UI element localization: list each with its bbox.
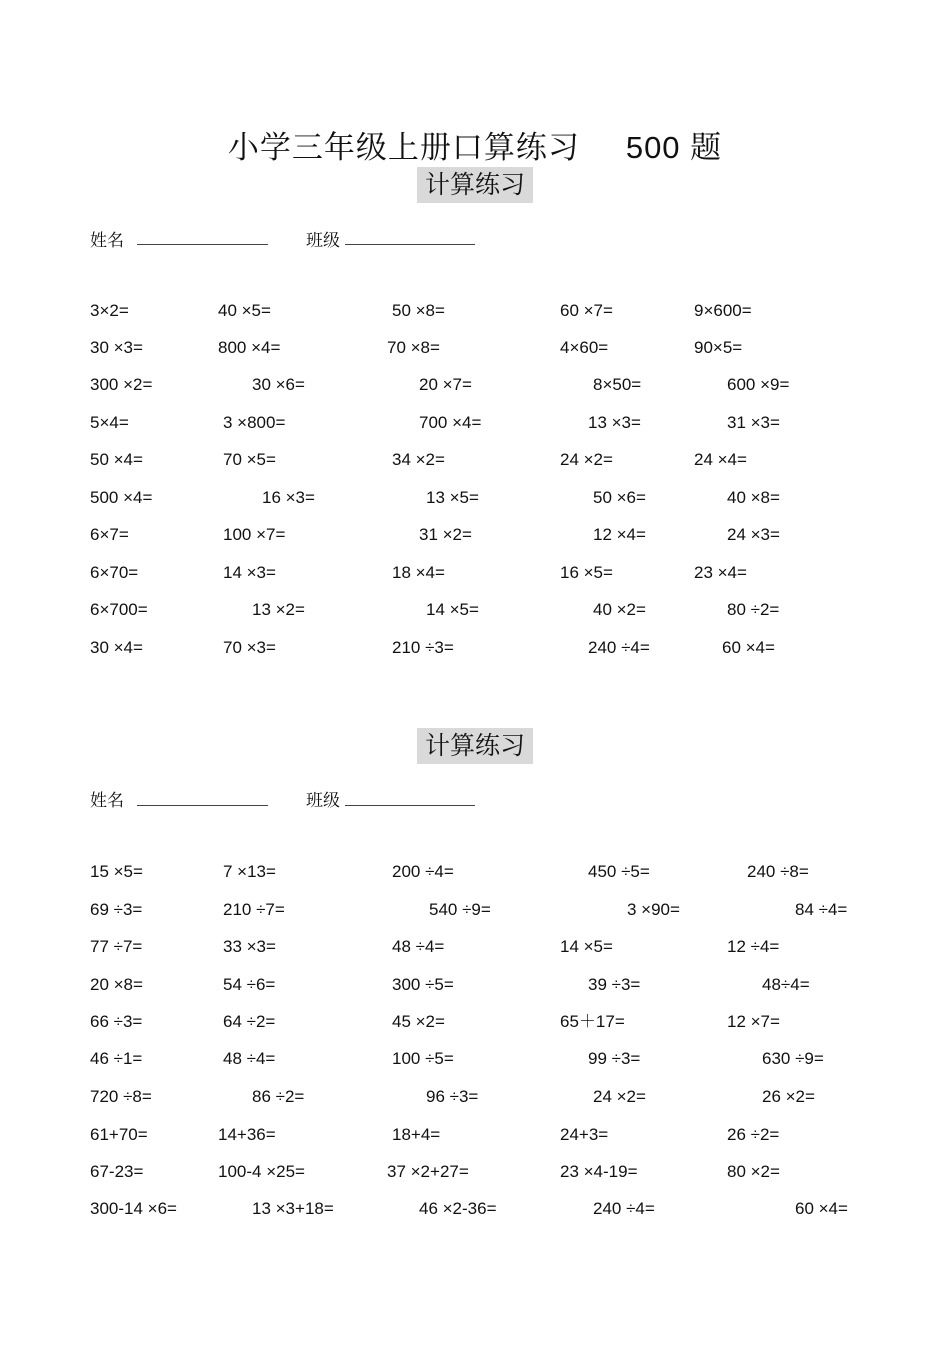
problem-item: 13 ×2= xyxy=(252,600,305,619)
problem-item: 14 ×5= xyxy=(426,600,479,619)
problem-item: 54 ÷6= xyxy=(223,975,276,994)
problem-item: 30 ×6= xyxy=(252,375,305,394)
page-title-count: 500 题 xyxy=(625,130,723,165)
problem-item: 50 ×8= xyxy=(392,301,445,320)
problem-item: 8×50= xyxy=(593,375,642,394)
problem-item: 3 ×800= xyxy=(223,413,286,432)
problem-item: 14+36= xyxy=(218,1125,276,1144)
problem-item: 70 ×3= xyxy=(223,638,276,657)
problem-item: 210 ÷7= xyxy=(223,900,285,919)
problem-item: 240 ÷4= xyxy=(588,638,650,657)
problem-item: 3 ×90= xyxy=(627,900,680,919)
problem-item: 20 ×8= xyxy=(90,975,143,994)
problem-item: 65＋17= xyxy=(560,1012,625,1031)
problem-item: 18 ×4= xyxy=(392,563,445,582)
name-blank[interactable] xyxy=(137,244,268,245)
section-heading: 计算练习 xyxy=(417,167,533,203)
problem-item: 210 ÷3= xyxy=(392,638,454,657)
name-label: 姓名 xyxy=(90,791,124,811)
class-blank[interactable] xyxy=(345,805,475,806)
problem-item: 50 ×6= xyxy=(593,488,646,507)
problem-item: 24 ×4= xyxy=(694,450,747,469)
problem-item: 450 ÷5= xyxy=(588,862,650,881)
problem-item: 99 ÷3= xyxy=(588,1049,641,1068)
problem-item: 23 ×4-19= xyxy=(560,1162,638,1181)
problem-item: 7 ×13= xyxy=(223,862,276,881)
problem-item: 80 ×2= xyxy=(727,1162,780,1181)
problem-item: 40 ×2= xyxy=(593,600,646,619)
problem-item: 20 ×7= xyxy=(419,375,472,394)
problem-item: 67-23= xyxy=(90,1162,144,1181)
problem-item: 84 ÷4= xyxy=(795,900,848,919)
problem-item: 90×5= xyxy=(694,338,743,357)
problem-item: 34 ×2= xyxy=(392,450,445,469)
problem-item: 200 ÷4= xyxy=(392,862,454,881)
problem-item: 240 ÷4= xyxy=(593,1199,655,1218)
problem-item: 30 ×3= xyxy=(90,338,143,357)
problem-item: 14 ×5= xyxy=(560,937,613,956)
name-label: 姓名 xyxy=(90,231,124,251)
problem-item: 77 ÷7= xyxy=(90,937,143,956)
problem-item: 60 ×4= xyxy=(795,1199,848,1218)
problem-item: 700 ×4= xyxy=(419,413,482,432)
problem-item: 300 ×2= xyxy=(90,375,153,394)
problem-item: 60 ×4= xyxy=(722,638,775,657)
section-heading: 计算练习 xyxy=(417,728,533,764)
problem-item: 96 ÷3= xyxy=(426,1087,479,1106)
problem-item: 12 ×7= xyxy=(727,1012,780,1031)
class-label: 班级 xyxy=(306,231,340,251)
problem-item: 26 ÷2= xyxy=(727,1125,780,1144)
problem-item: 18+4= xyxy=(392,1125,441,1144)
problem-item: 69 ÷3= xyxy=(90,900,143,919)
problem-item: 16 ×5= xyxy=(560,563,613,582)
problem-item: 40 ×5= xyxy=(218,301,271,320)
problem-item: 240 ÷8= xyxy=(747,862,809,881)
problem-item: 100 ×7= xyxy=(223,525,286,544)
problem-item: 24+3= xyxy=(560,1125,609,1144)
problem-item: 37 ×2+27= xyxy=(387,1162,469,1181)
problem-item: 12 ×4= xyxy=(593,525,646,544)
problem-item: 26 ×2= xyxy=(762,1087,815,1106)
class-label: 班级 xyxy=(306,791,340,811)
problem-item: 31 ×3= xyxy=(727,413,780,432)
page-title xyxy=(0,122,950,167)
problem-item: 24 ×2= xyxy=(560,450,613,469)
problem-item: 23 ×4= xyxy=(694,563,747,582)
problem-item: 800 ×4= xyxy=(218,338,281,357)
problem-item: 14 ×3= xyxy=(223,563,276,582)
problem-item: 86 ÷2= xyxy=(252,1087,305,1106)
problem-item: 48 ÷4= xyxy=(392,937,445,956)
problem-item: 39 ÷3= xyxy=(588,975,641,994)
problem-item: 13 ×5= xyxy=(426,488,479,507)
problem-item: 64 ÷2= xyxy=(223,1012,276,1031)
problem-item: 5×4= xyxy=(90,413,129,432)
problem-item: 9×600= xyxy=(694,301,752,320)
problem-item: 15 ×5= xyxy=(90,862,143,881)
problem-item: 6×70= xyxy=(90,563,139,582)
problem-item: 13 ×3= xyxy=(588,413,641,432)
problem-item: 12 ÷4= xyxy=(727,937,780,956)
problem-item: 46 ÷1= xyxy=(90,1049,143,1068)
problem-item: 46 ×2-36= xyxy=(419,1199,497,1218)
problem-item: 3×2= xyxy=(90,301,129,320)
problem-item: 70 ×8= xyxy=(387,338,440,357)
problem-item: 50 ×4= xyxy=(90,450,143,469)
problem-item: 70 ×5= xyxy=(223,450,276,469)
name-blank[interactable] xyxy=(137,805,268,806)
class-blank[interactable] xyxy=(345,244,475,245)
problem-item: 66 ÷3= xyxy=(90,1012,143,1031)
problem-item: 720 ÷8= xyxy=(90,1087,152,1106)
problem-item: 24 ×2= xyxy=(593,1087,646,1106)
problem-item: 24 ×3= xyxy=(727,525,780,544)
problem-item: 13 ×3+18= xyxy=(252,1199,334,1218)
problem-item: 48÷4= xyxy=(762,975,810,994)
problem-item: 600 ×9= xyxy=(727,375,790,394)
problem-item: 31 ×2= xyxy=(419,525,472,544)
problem-item: 60 ×7= xyxy=(560,301,613,320)
problem-item: 6×7= xyxy=(90,525,129,544)
problem-item: 16 ×3= xyxy=(262,488,315,507)
problem-item: 100 ÷5= xyxy=(392,1049,454,1068)
problem-item: 48 ÷4= xyxy=(223,1049,276,1068)
page-title-text: 小学三年级上册口算练习 xyxy=(227,130,580,166)
problem-item: 33 ×3= xyxy=(223,937,276,956)
problem-item: 80 ÷2= xyxy=(727,600,780,619)
problem-item: 100-4 ×25= xyxy=(218,1162,305,1181)
problem-item: 540 ÷9= xyxy=(429,900,491,919)
problem-item: 300-14 ×6= xyxy=(90,1199,177,1218)
problem-item: 6×700= xyxy=(90,600,148,619)
problem-item: 61+70= xyxy=(90,1125,148,1144)
problem-item: 630 ÷9= xyxy=(762,1049,824,1068)
problem-item: 500 ×4= xyxy=(90,488,153,507)
problem-item: 45 ×2= xyxy=(392,1012,445,1031)
problem-item: 30 ×4= xyxy=(90,638,143,657)
problem-item: 40 ×8= xyxy=(727,488,780,507)
problem-item: 300 ÷5= xyxy=(392,975,454,994)
problem-item: 4×60= xyxy=(560,338,609,357)
